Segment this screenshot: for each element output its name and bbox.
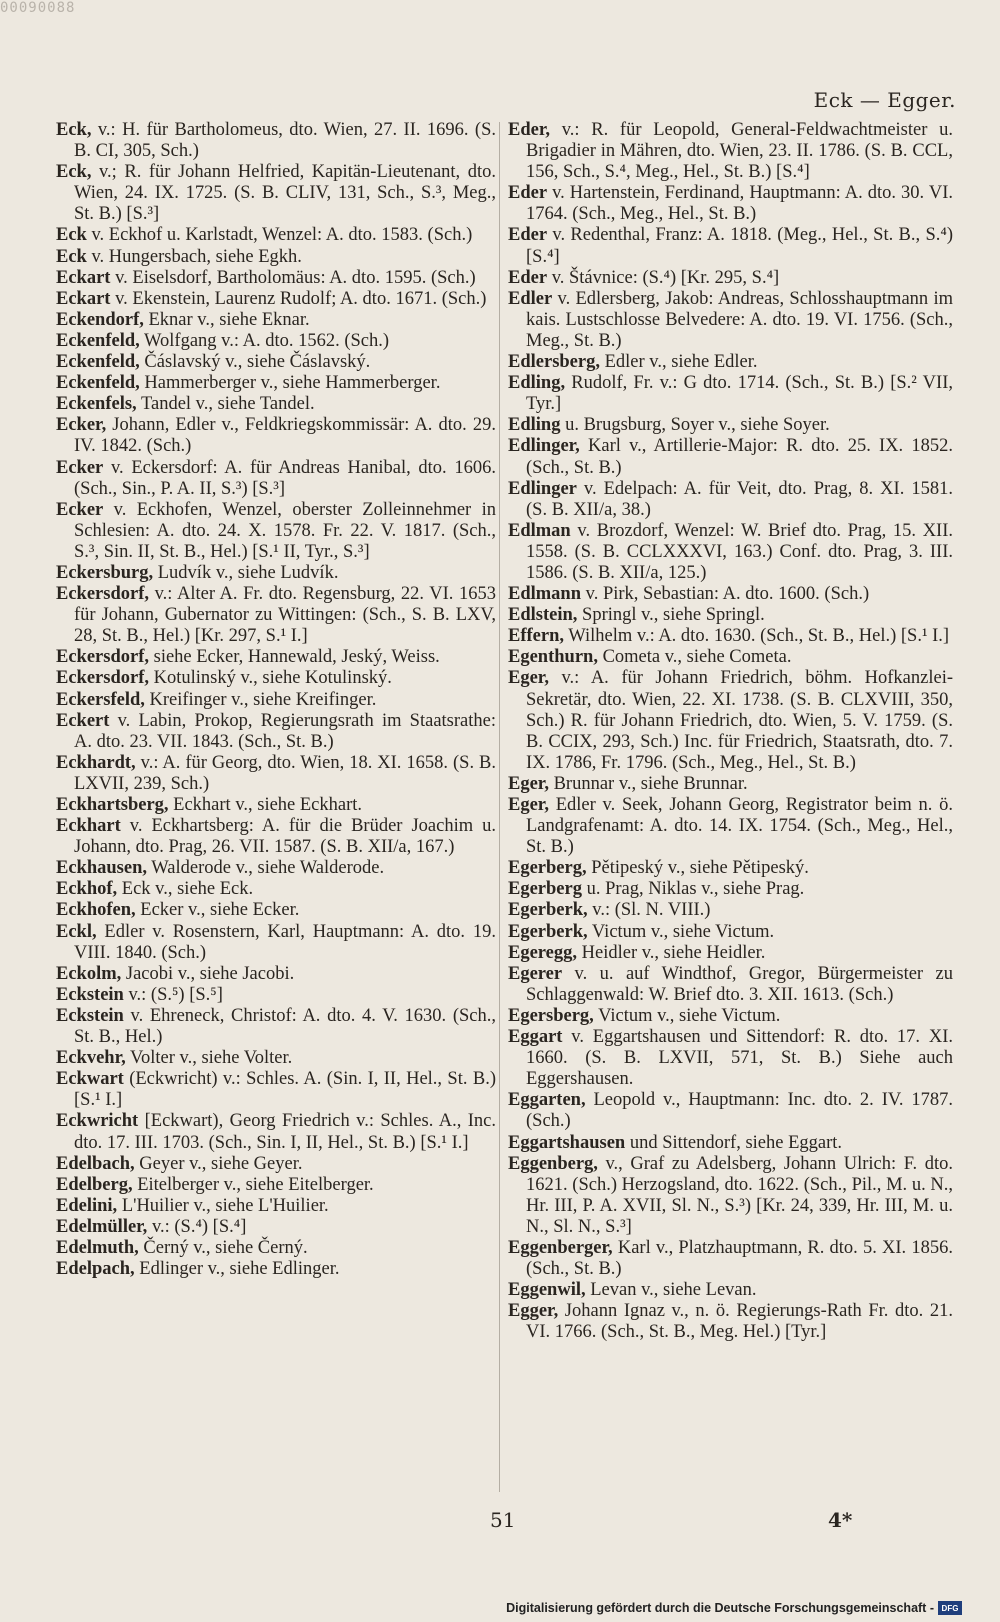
entry-headword: Eckvehr,: [56, 1048, 126, 1069]
entry-text: Jacobi v., siehe Jacobi.: [121, 963, 295, 984]
entry-headword: Eggenberg,: [508, 1153, 598, 1174]
entry-text: v. Edelpach: A. für Veit, dto. Prag, 8. XI. 1581. (S. B. XII/a, 38.): [526, 478, 953, 520]
entry-text: v. Eckersdorf: A. für Andreas Hanibal, dto. 1606. (Sch., Sin., P. A. II, S.³) [S.³]: [74, 457, 496, 499]
entry-text: v. Brozdorf, Wenzel: W. Brief dto. Prag, 15. XII. 1558. (S. B. CCLXXXVI, 163.) Conf. dto. Prag, 3. III. 1586. (S. B. XII/a, 125.): [526, 520, 953, 583]
entry-text: v. Eiselsdorf, Bartholomäus: A. dto. 1595. (Sch.): [110, 267, 476, 288]
dictionary-entry: [56, 964, 496, 985]
entry-headword: Edlstein,: [508, 605, 578, 626]
dictionary-entry: [56, 1069, 496, 1111]
entry-text: v. Hungersbach, siehe Egkh.: [86, 246, 302, 267]
dictionary-entry: [56, 795, 496, 816]
dictionary-entry: [56, 289, 496, 310]
dictionary-entry: [56, 858, 496, 879]
entry-text: v.: (Sl. N. VIII.): [587, 900, 711, 921]
entry-headword: Eger,: [508, 668, 549, 689]
dictionary-entry: [508, 1090, 953, 1132]
dictionary-entry: [56, 1196, 496, 1217]
entry-text: v. Redenthal, Franz: A. 1818. (Meg., Hel., St. B., S.⁴) [S.⁴]: [526, 225, 953, 267]
entry-headword: Eckersdorf,: [56, 647, 149, 668]
entry-text: Wolfgang v.: A. dto. 1562. (Sch.): [139, 330, 390, 351]
entry-headword: Eckwart: [56, 1069, 124, 1090]
dictionary-entry: [508, 668, 953, 773]
entry-text: Victum v., siehe Victum.: [587, 921, 775, 942]
dictionary-entry: [56, 394, 496, 415]
dictionary-entry: [56, 458, 496, 500]
entry-text: Eitelberger v., siehe Eitelberger.: [132, 1174, 374, 1195]
footer-text: Digitalisierung gefördert durch die Deutsche Forschungsgemeinschaft -: [506, 1601, 934, 1615]
entry-headword: Edelpach,: [56, 1259, 135, 1280]
entry-headword: Eggart: [508, 1027, 563, 1048]
dictionary-entry: [508, 584, 953, 605]
entry-text: [Eckwart), Georg Friedrich v.: Schles. A., Inc. dto. 17. III. 1703. (Sch., Sin. I, II, Hel., St. B.) [S.¹ I.]: [74, 1111, 496, 1153]
dictionary-entry: [56, 162, 496, 225]
dictionary-entry: [56, 985, 496, 1006]
dictionary-entry: [56, 352, 496, 373]
entry-headword: Eggarten,: [508, 1090, 586, 1111]
entry-headword: Eckwricht: [56, 1111, 139, 1132]
entry-headword: Eder: [508, 267, 548, 288]
entry-headword: Egerberk,: [508, 921, 588, 942]
entry-headword: Egerberg: [508, 879, 582, 900]
dictionary-entry: [56, 247, 496, 268]
dictionary-entry: [56, 1217, 496, 1238]
dictionary-entry: [508, 1238, 953, 1280]
entry-text: v.: Alter A. Fr. dto. Regensburg, 22. VI. 1653 für Johann, Gubernator zu Wittingen: (Sch., S. B. LXV, 28, St. B., Hel.) [Kr. 297, S.¹ I.]: [74, 584, 496, 647]
entry-text: v.: R. für Leopold, General-Feldwachtmeister u. Brigadier in Mähren, dto. Wien, 23. II. 1786. (S. B. CCL, 156, Sch., S.⁴, Meg., Hel., St. B.) [S.⁴]: [526, 120, 953, 183]
entry-text: v.: H. für Bartholomeus, dto. Wien, 27. II. 1696. (S. B. CI, 305, Sch.): [74, 120, 496, 162]
entry-headword: Eger,: [508, 773, 549, 794]
entry-text: Volter v., siehe Volter.: [125, 1048, 293, 1069]
dictionary-entry: [508, 268, 953, 289]
dictionary-entry: [56, 373, 496, 394]
dictionary-entry: [56, 415, 496, 457]
entry-text: Victum v., siehe Victum.: [593, 1005, 781, 1026]
entry-headword: Ecker,: [56, 415, 107, 436]
entry-text: Johann Ignaz v., n. ö. Regierungs-Rath Fr. dto. 21. VI. 1766. (Sch., St. B., Meg. Hel.) [Tyr.]: [526, 1301, 953, 1343]
dictionary-entry: [56, 922, 496, 964]
dfg-logo: DFG: [938, 1601, 962, 1615]
entry-text: Hammerberger v., siehe Hammerberger.: [139, 373, 441, 394]
entry-headword: Egerberg,: [508, 858, 587, 879]
dictionary-entry: [508, 415, 953, 436]
page-number: 51: [490, 1508, 516, 1532]
entry-text: Tandel v., siehe Tandel.: [136, 394, 315, 415]
dictionary-entry: [508, 900, 953, 921]
entry-headword: Eckenfels,: [56, 394, 137, 415]
entry-headword: Eckersdorf,: [56, 668, 149, 689]
scan-id: 00090088: [0, 0, 76, 16]
entry-headword: Edlinger,: [508, 436, 580, 457]
dictionary-entry: [508, 605, 953, 626]
entry-headword: Edlinger: [508, 478, 577, 499]
entry-text: Johann, Edler v., Feldkriegskommissär: A. dto. 29. IV. 1842. (Sch.): [74, 415, 496, 457]
entry-headword: Eckendorf,: [56, 309, 144, 330]
dictionary-entry: [508, 1154, 953, 1238]
entry-text: v.; R. für Johann Helfried, Kapitän-Lieutenant, dto. Wien, 24. IX. 1725. (S. B. CLIV, 131, Sch., S.³, Meg., St. B.) [S.³]: [74, 162, 496, 225]
dictionary-entry: [508, 225, 953, 267]
entry-headword: Eck: [56, 225, 87, 246]
dictionary-entry: [56, 753, 496, 795]
dictionary-entry: [56, 1048, 496, 1069]
entry-text: u. Brugsburg, Soyer v., siehe Soyer.: [560, 415, 830, 436]
entry-headword: Eger,: [508, 795, 549, 815]
dictionary-entry: [56, 225, 496, 246]
dictionary-entry: [56, 310, 496, 331]
entry-headword: Eckolm,: [56, 963, 122, 984]
entry-text: v. Eckhof u. Karlstadt, Wenzel: A. dto. 1583. (Sch.): [86, 225, 473, 246]
dictionary-entry: [56, 500, 496, 563]
entry-headword: Eckhofen,: [56, 900, 136, 921]
entry-headword: Eckstein: [56, 1005, 124, 1026]
entry-headword: Eck: [56, 246, 87, 267]
dictionary-entry: [56, 647, 496, 668]
dictionary-entry: [56, 690, 496, 711]
dictionary-entry: [508, 373, 953, 415]
entry-headword: Edelbach,: [56, 1153, 135, 1174]
entry-text: Ecker v., siehe Ecker.: [135, 900, 300, 921]
entry-headword: Eggenwil,: [508, 1280, 586, 1301]
entry-text: v. Eckhartsberg: A. für die Brüder Joachim u. Johann, dto. Prag, 26. VII. 1587. (S. B. XII/a, 167.): [74, 816, 496, 858]
dictionary-entry: [508, 1280, 953, 1301]
entry-text: v.: A. für Johann Friedrich, böhm. Hofkanzlei-Sekretär, dto. Wien, 22. XI. 1738. (S. B. CLXVIII, 350, Sch.) R. für Johann Friedrich, dto. Wien, 5. V. 1759. (S. B. CCIX, 293, Sch.) Inc. für Friedrich, Staatsrath, dto. 7. IX. 1786, Fr. 1796. (Sch., Meg., Hel., St. B.): [526, 668, 953, 773]
dictionary-entry: [508, 352, 953, 373]
dictionary-entry: [508, 183, 953, 225]
entry-text: v.: (S.⁵) [S.⁵]: [123, 984, 223, 1005]
entry-headword: Egerberk,: [508, 900, 588, 921]
entry-headword: Egger,: [508, 1301, 559, 1322]
entry-headword: Eckhardt,: [56, 752, 136, 773]
dictionary-entry: [508, 647, 953, 668]
entry-text: Černý v., siehe Černý.: [138, 1237, 308, 1258]
entry-headword: Edling: [508, 415, 561, 436]
entry-text: u. Prag, Niklas v., siehe Prag.: [581, 879, 805, 900]
entry-headword: Eckhausen,: [56, 858, 147, 879]
entry-text: Leopold v., Hauptmann: Inc. dto. 2. IV. 1787. (Sch.): [526, 1090, 953, 1132]
entry-text: v. Štávnice: (S.⁴) [Kr. 295, S.⁴]: [547, 267, 780, 288]
dictionary-entry: [56, 1175, 496, 1196]
entry-text: v. Ekenstein, Laurenz Rudolf; A. dto. 1671. (Sch.): [110, 288, 487, 309]
entry-headword: Eckhart: [56, 816, 121, 837]
entry-text: v.: A. für Georg, dto. Wien, 18. XI. 1658. (S. B. LXVII, 239, Sch.): [74, 752, 496, 794]
entry-headword: Egeregg,: [508, 942, 578, 963]
entry-text: v. Edlersberg, Jakob: Andreas, Schlosshauptmann im kais. Lustschlosse Belvedere: A. dto. 19. VI. 1756. (Sch., Meg., St. B.): [526, 288, 953, 351]
entry-text: v.: (S.⁴) [S.⁴]: [147, 1216, 247, 1237]
entry-headword: Eckart: [56, 288, 111, 309]
entry-text: Edler v. Rosenstern, Karl, Hauptmann: A. dto. 19. VIII. 1840. (Sch.): [74, 921, 496, 963]
entry-text: Wilhelm v.: A. dto. 1630. (Sch., St. B., Hel.) [S.¹ I.]: [564, 626, 950, 647]
footer: [506, 1598, 962, 1618]
entry-text: Kotulinský v., siehe Kotulinský.: [149, 668, 392, 689]
entry-text: Eknar v., siehe Eknar.: [143, 309, 310, 330]
dictionary-entry: [56, 1154, 496, 1175]
entry-headword: Egerer: [508, 963, 563, 984]
dictionary-entry: [508, 964, 953, 1006]
entry-headword: Eckert: [56, 710, 110, 731]
entry-text: v., Graf zu Adelsberg, Johann Ulrich: F. dto. 1621. (Sch.) Herzogsland, dto. 1622. (Sch., Pil., M. u. N., Hr. III, P. A. XVII, Sl. N., S.³) [Kr. 24, 339, Hr. III, M. u. N., Sl. N., S.³]: [526, 1153, 953, 1237]
entry-text: siehe Ecker, Hannewald, Jeský, Weiss.: [149, 647, 440, 668]
dictionary-entry: [508, 774, 953, 795]
entry-text: Eck v., siehe Eck.: [117, 879, 254, 900]
entry-headword: Egenthurn,: [508, 647, 598, 668]
entry-text: v. Labin, Prokop, Regierungsrath im Staatsrathe: A. dto. 23. VII. 1843. (Sch., St. B.): [74, 710, 496, 752]
entry-headword: Eckenfeld,: [56, 330, 140, 351]
dictionary-entry: [508, 795, 953, 858]
entry-text: v. u. auf Windthof, Gregor, Bürgermeister zu Schlaggenwald: W. Brief dto. 3. XII. 1613. (Sch.): [526, 963, 953, 1005]
entry-text: v. Pirk, Sebastian: A. dto. 1600. (Sch.): [581, 584, 870, 605]
entry-text: v. Hartenstein, Ferdinand, Hauptmann: A. dto. 30. VI. 1764. (Sch., Meg., Hel., St. B.): [526, 183, 953, 225]
dictionary-entry: [56, 120, 496, 162]
entry-headword: Eck,: [56, 120, 92, 140]
dictionary-entry: [508, 436, 953, 478]
dictionary-entry: [508, 1133, 953, 1154]
dictionary-entry: [56, 711, 496, 753]
dictionary-entry: [508, 626, 953, 647]
dictionary-entry: [508, 1301, 953, 1343]
left-column: [56, 120, 496, 1280]
dictionary-entry: [508, 943, 953, 964]
entry-headword: Eckart: [56, 267, 111, 288]
entry-text: (Eckwricht) v.: Schles. A. (Sin. I, II, Hel., St. B.) [S.¹ I.]: [74, 1069, 496, 1111]
entry-text: Geyer v., siehe Geyer.: [134, 1153, 303, 1174]
entry-headword: Eggartshausen: [508, 1132, 626, 1153]
entry-text: und Sittendorf, siehe Eggart.: [625, 1132, 843, 1153]
entry-text: Rudolf, Fr. v.: G dto. 1714. (Sch., St. B.) [S.² VII, Tyr.]: [526, 373, 953, 415]
dictionary-entry: [56, 1238, 496, 1259]
entry-text: L'Huilier v., siehe L'Huilier.: [117, 1195, 329, 1216]
entry-headword: Edelini,: [56, 1195, 118, 1216]
dictionary-entry: [508, 289, 953, 352]
dictionary-entry: [56, 879, 496, 900]
entry-headword: Ecker: [56, 457, 104, 478]
dictionary-entry: [56, 563, 496, 584]
entry-text: Kreifinger v., siehe Kreifinger.: [144, 689, 377, 710]
entry-text: Karl v., Platzhauptmann, R. dto. 5. XI. 1856. (Sch., St. B.): [526, 1237, 953, 1280]
entry-headword: Eckstein: [56, 984, 124, 1005]
entry-headword: Eckersfeld,: [56, 689, 145, 710]
entry-text: Pětipeský v., siehe Pětipeský.: [586, 858, 809, 879]
entry-text: Edler v., siehe Edler.: [599, 352, 758, 373]
entry-text: Ludvík v., siehe Ludvík.: [153, 562, 339, 583]
signature-mark: 4*: [828, 1508, 853, 1532]
entry-headword: Eder: [508, 183, 548, 204]
entry-text: Karl v., Artillerie-Major: R. dto. 25. IX. 1852. (Sch., St. B.): [526, 436, 953, 478]
right-column: [508, 120, 953, 1343]
dictionary-entry: [508, 879, 953, 900]
entry-headword: Edlman: [508, 520, 571, 541]
dictionary-entry: [56, 331, 496, 352]
entry-text: Heidler v., siehe Heidler.: [577, 942, 766, 963]
entry-headword: Edlersberg,: [508, 352, 600, 373]
dictionary-entry: [508, 479, 953, 521]
entry-headword: Eckhof,: [56, 879, 118, 900]
entry-headword: Ecker: [56, 499, 104, 520]
entry-headword: Edelmüller,: [56, 1216, 148, 1237]
entry-text: Cometa v., siehe Cometa.: [597, 647, 792, 668]
entry-headword: Eder,: [508, 120, 550, 140]
entry-headword: Eckersdorf,: [56, 584, 149, 605]
entry-text: v. Eckhofen, Wenzel, oberster Zolleinnehmer in Schlesien: A. dto. 24. X. 1578. Fr. 22. V. 1817. (Sch., S.³, Sin. II, St. B., Hel.) [S.¹ II, Tyr., S.³]: [74, 499, 496, 562]
dictionary-entry: [508, 120, 953, 183]
dictionary-entry: [56, 1259, 496, 1280]
dictionary-entry: [56, 268, 496, 289]
entry-text: Eckhart v., siehe Eckhart.: [168, 795, 363, 815]
dictionary-entry: [56, 900, 496, 921]
entry-headword: Eck,: [56, 162, 92, 183]
entry-text: Edlinger v., siehe Edlinger.: [134, 1259, 340, 1280]
entry-text: Walderode v., siehe Walderode.: [147, 858, 385, 879]
column-divider: [499, 122, 500, 1492]
entry-text: Levan v., siehe Levan.: [585, 1280, 757, 1301]
entry-headword: Eckhartsberg,: [56, 795, 169, 815]
dictionary-entry: [508, 1027, 953, 1090]
entry-headword: Egersberg,: [508, 1005, 594, 1026]
entry-text: v. Eggartshausen und Sittendorf: R. dto. 17. XI. 1660. (S. B. LXVII, 571, St. B.) Siehe auch Eggershausen.: [526, 1027, 953, 1090]
dictionary-entry: [56, 584, 496, 647]
entry-headword: Edelmuth,: [56, 1237, 139, 1258]
running-head: Eck — Egger.: [813, 88, 956, 112]
entry-headword: Eckenfeld,: [56, 373, 140, 394]
entry-headword: Effern,: [508, 626, 564, 647]
entry-headword: Eggenberger,: [508, 1237, 613, 1258]
dictionary-entry: [508, 858, 953, 879]
entry-headword: Eckenfeld,: [56, 352, 140, 373]
entry-text: v. Ehreneck, Christof: A. dto. 4. V. 1630. (Sch., St. B., Hel.): [74, 1005, 496, 1048]
entry-text: Edler v. Seek, Johann Georg, Registrator beim n. ö. Landgrafenamt: A. dto. 14. IX. 1754. (Sch., Meg., Hel., St. B.): [526, 795, 953, 858]
dictionary-entry: [508, 1006, 953, 1027]
entry-text: Springl v., siehe Springl.: [577, 605, 765, 626]
entry-text: Čáslavský v., siehe Čáslavský.: [139, 352, 371, 373]
dictionary-entry: [508, 521, 953, 584]
dictionary-entry: [56, 1006, 496, 1048]
entry-headword: Eder: [508, 225, 548, 246]
dictionary-entry: [56, 816, 496, 858]
entry-headword: Edelberg,: [56, 1174, 133, 1195]
entry-headword: Edling,: [508, 373, 566, 394]
dictionary-entry: [56, 1111, 496, 1153]
entry-headword: Edlmann: [508, 584, 582, 605]
entry-headword: Edler: [508, 288, 553, 309]
dictionary-entry: [56, 668, 496, 689]
entry-text: Brunnar v., siehe Brunnar.: [548, 773, 748, 794]
entry-headword: Eckersburg,: [56, 562, 154, 583]
entry-headword: Eckl,: [56, 921, 97, 942]
dictionary-entry: [508, 922, 953, 943]
